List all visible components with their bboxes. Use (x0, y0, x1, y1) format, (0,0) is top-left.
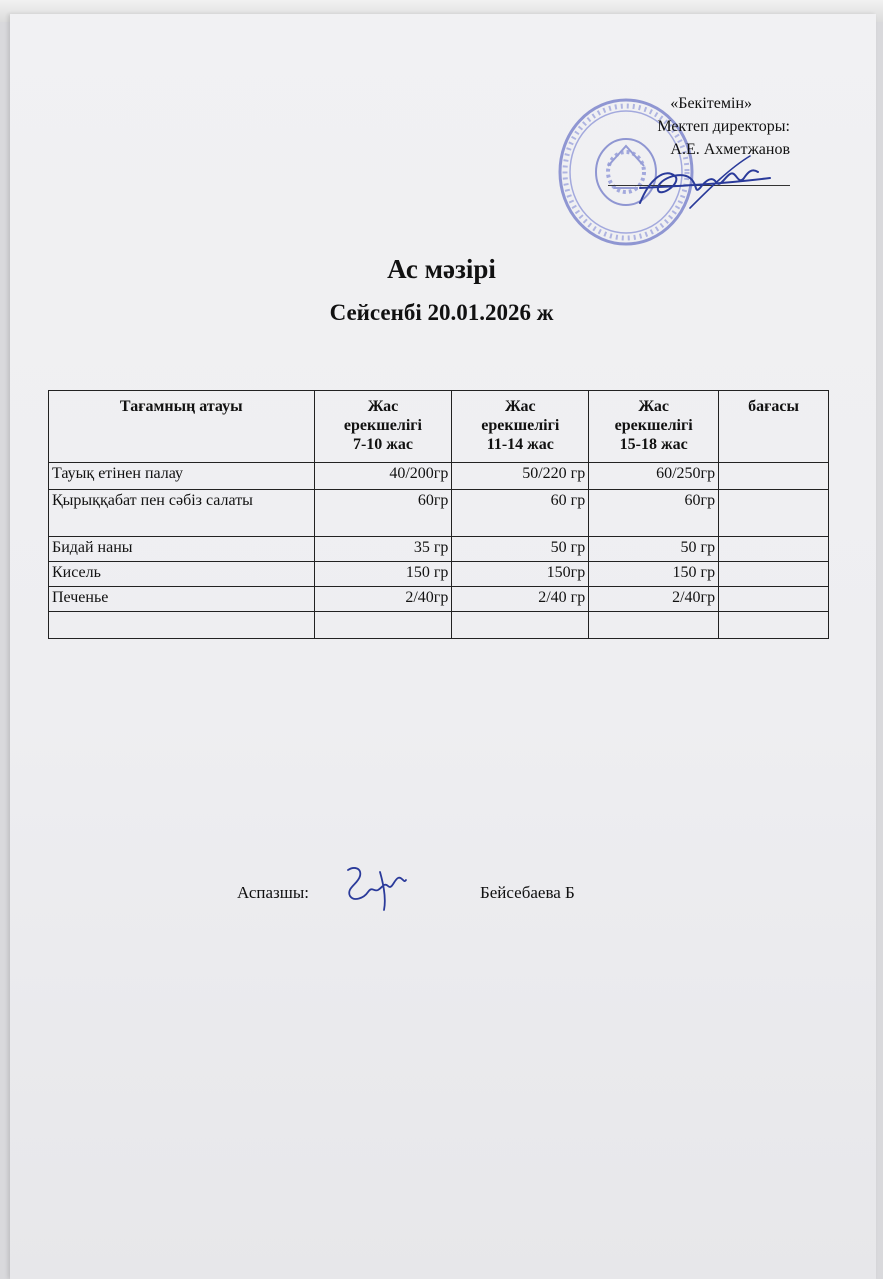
portion-15-18: 150 гр (589, 562, 719, 587)
dish-name: Печенье (49, 587, 315, 612)
page-subtitle: Сейсенбі 20.01.2026 ж (329, 300, 554, 325)
portion-11-14: 60 гр (452, 490, 589, 537)
page-title: Ас мәзірі (387, 254, 496, 284)
dish-name (49, 612, 315, 639)
dish-name: Бидай наны (49, 537, 315, 562)
cook-label: Аспазшы: (237, 883, 309, 902)
price-cell (719, 490, 829, 537)
portion-15-18: 2/40гр (589, 587, 719, 612)
portion-7-10: 35 гр (314, 537, 452, 562)
portion-11-14 (452, 612, 589, 639)
table-header-row (49, 391, 829, 463)
portion-15-18 (589, 612, 719, 639)
price-cell (719, 463, 829, 490)
header-price: бағасы (719, 391, 829, 463)
portion-15-18: 50 гр (589, 537, 719, 562)
portion-7-10 (314, 612, 452, 639)
portion-11-14: 150гр (452, 562, 589, 587)
portion-11-14: 50/220 гр (452, 463, 589, 490)
header-age-7-10: Жас ерекшелігі 7-10 жас (314, 391, 452, 463)
portion-15-18: 60/250гр (589, 463, 719, 490)
portion-11-14: 2/40 гр (452, 587, 589, 612)
portion-15-18: 60гр (589, 490, 719, 537)
portion-11-14: 50 гр (452, 537, 589, 562)
table-row-empty (49, 612, 829, 639)
portion-7-10: 150 гр (314, 562, 452, 587)
header-age-15-18: Жас ерекшелігі 15-18 жас (589, 391, 719, 463)
cook-signature-icon (340, 862, 412, 912)
table-row (49, 537, 829, 562)
portion-7-10: 60гр (314, 490, 452, 537)
director-signature-icon (620, 148, 780, 218)
portion-7-10: 2/40гр (314, 587, 452, 612)
header-dish-name: Тағамның атауы (49, 391, 315, 463)
approval-position: Мектеп директоры: (657, 118, 790, 135)
dish-name: Кисель (49, 562, 315, 587)
approval-director-name: А.Е. Ахметжанов (670, 141, 790, 158)
price-cell (719, 537, 829, 562)
approval-title: «Бекітемін» (670, 95, 752, 112)
table-row (49, 490, 829, 537)
table-row (49, 463, 829, 490)
dish-name: Қырыққабат пен сәбіз салаты (49, 490, 315, 537)
price-cell (719, 587, 829, 612)
table-row (49, 587, 829, 612)
cook-name: Бейсебаева Б (480, 883, 575, 902)
dish-name: Тауық етінен палау (49, 463, 315, 490)
price-cell (719, 562, 829, 587)
portion-7-10: 40/200гр (314, 463, 452, 490)
menu-table (48, 390, 829, 639)
price-cell (719, 612, 829, 639)
table-row (49, 562, 829, 587)
header-age-11-14: Жас ерекшелігі 11-14 жас (452, 391, 589, 463)
